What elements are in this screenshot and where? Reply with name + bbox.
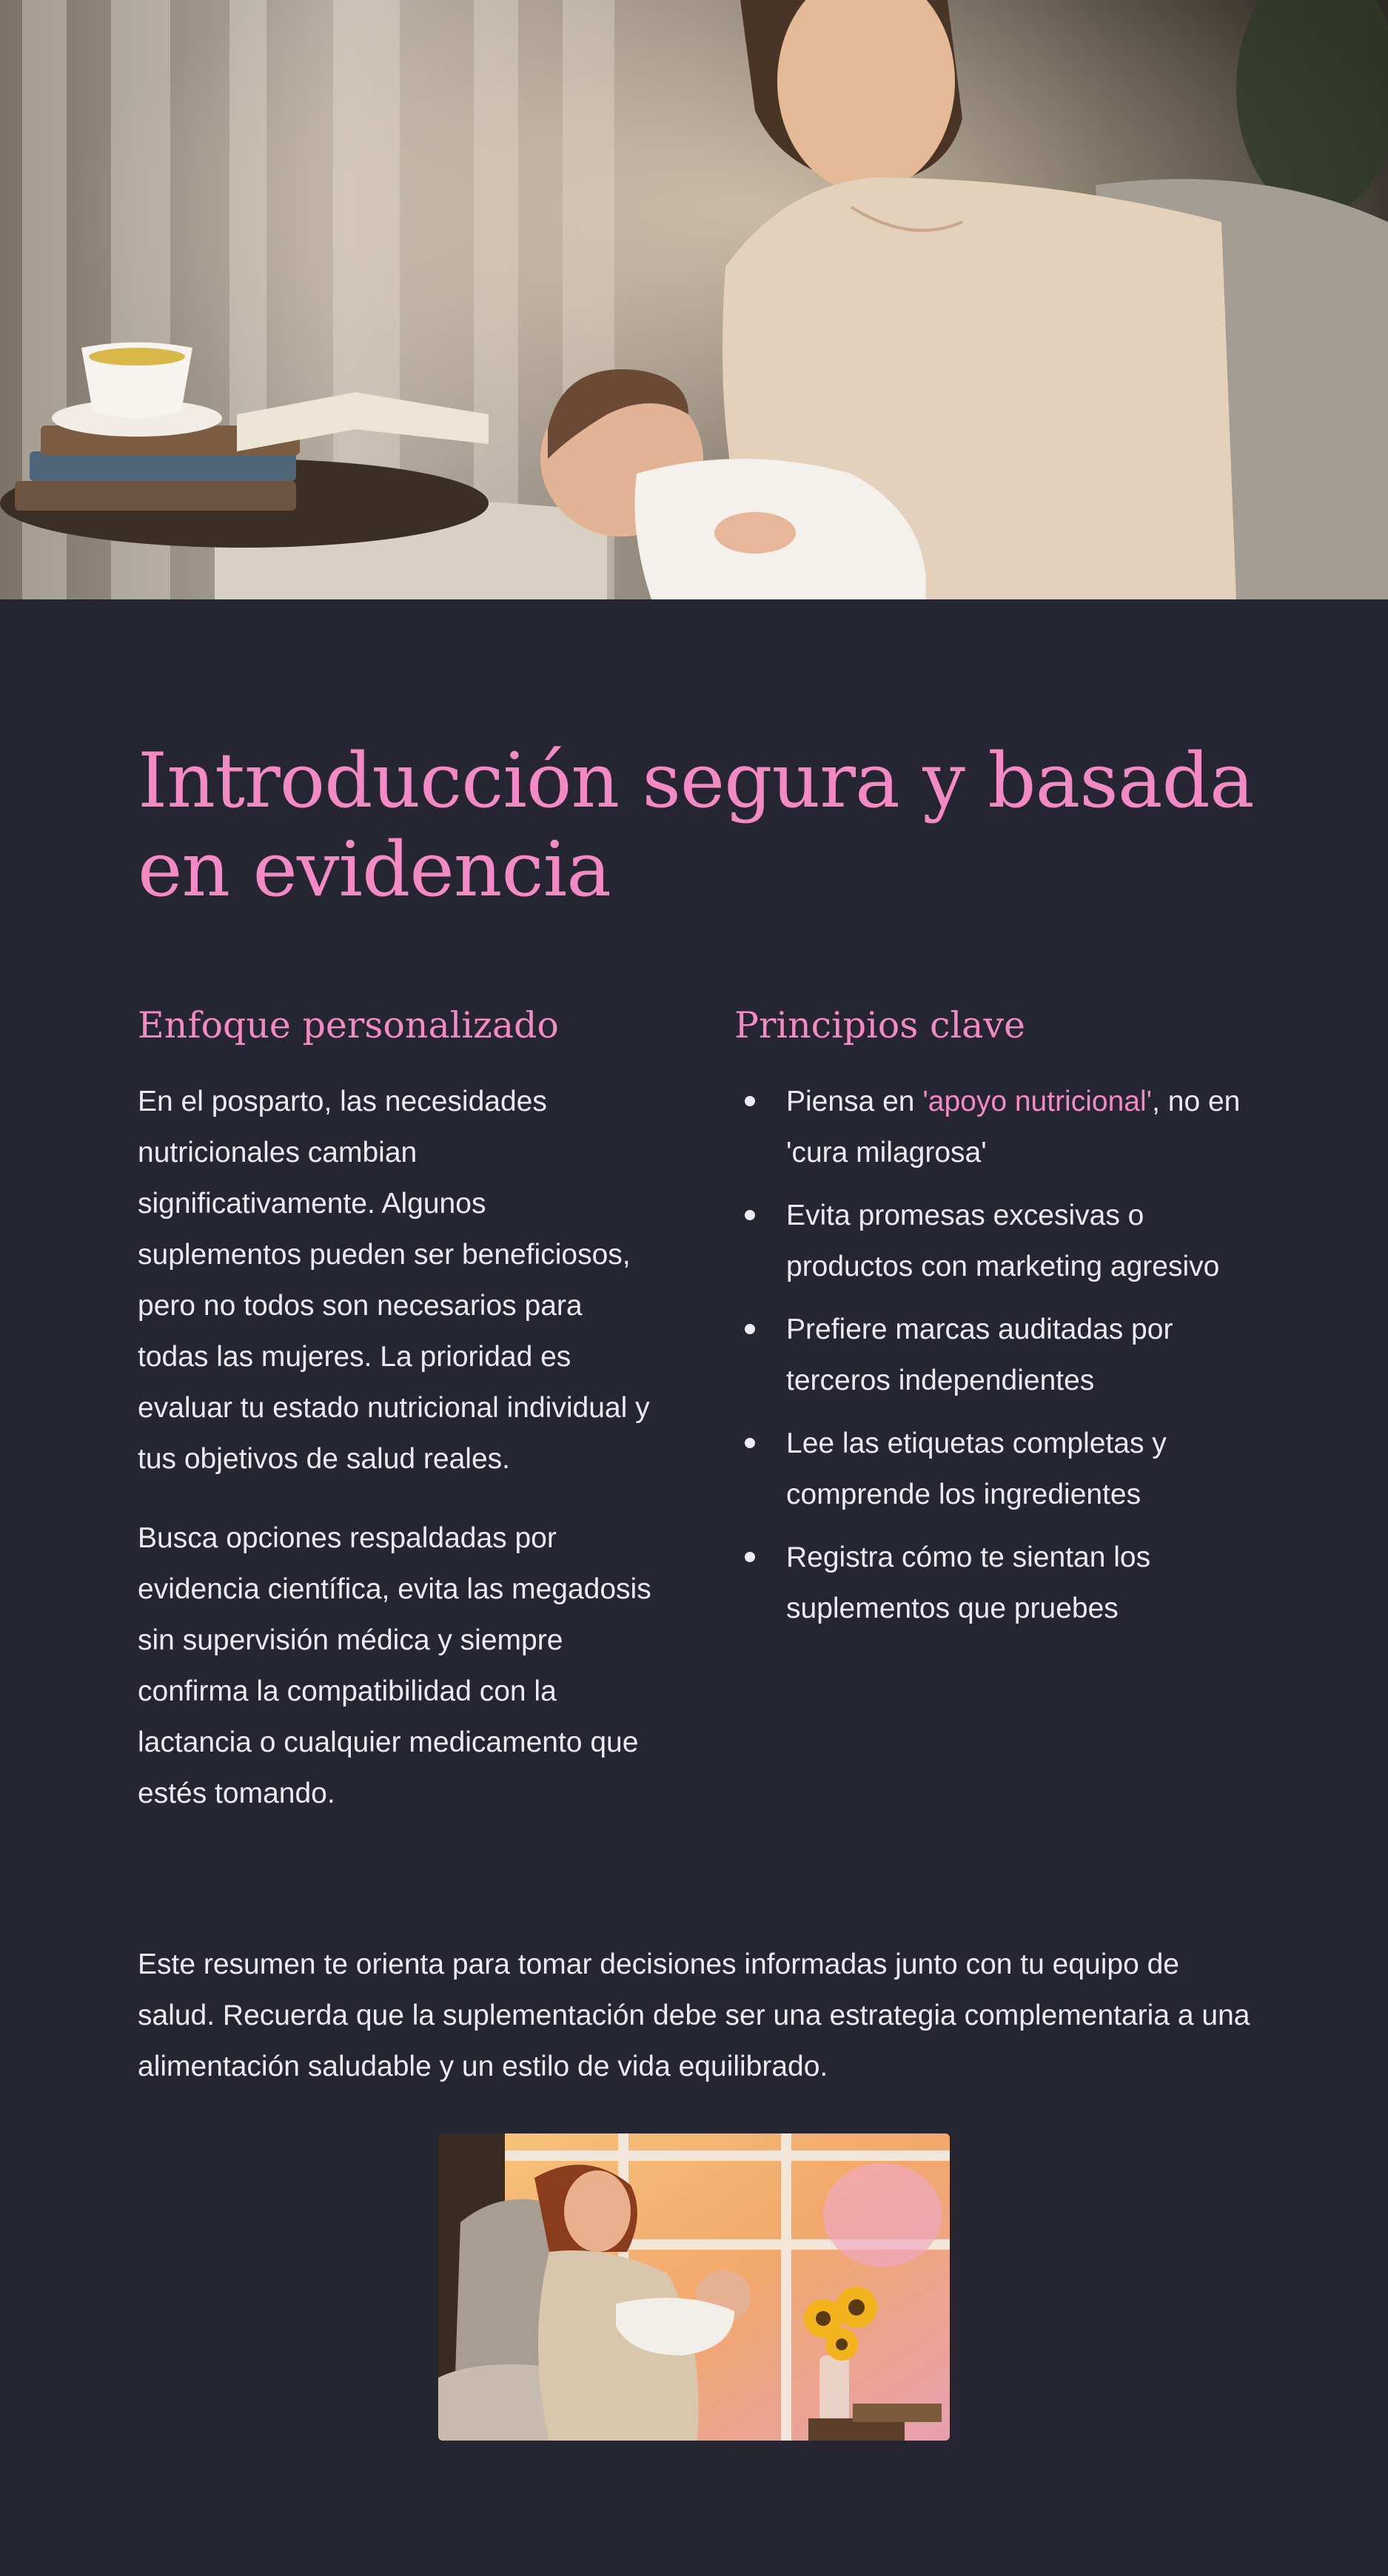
page-title: Introducción segura y basada en evidencia	[138, 737, 1254, 914]
highlighted-text: 'apoyo nutricional'	[922, 1086, 1153, 1117]
personalized-approach-section	[138, 999, 656, 1847]
item-text: Registra cómo te sientan los suplementos que pruebes	[786, 1541, 1151, 1624]
bullet-icon	[745, 1096, 755, 1106]
list-item	[734, 1304, 1267, 1406]
list-item	[734, 1076, 1267, 1178]
bottom-image	[438, 2133, 950, 2441]
list-item	[734, 1418, 1267, 1520]
key-principles-section	[734, 999, 1267, 1646]
section-heading: Enfoque personalizado	[138, 1004, 559, 1046]
principles-list	[734, 1076, 1267, 1634]
item-text: Prefiere marcas auditadas por terceros independientes	[786, 1314, 1173, 1396]
item-text: Lee las etiquetas completas y comprende los ingredientes	[786, 1427, 1167, 1510]
item-text: Evita promesas excesivas o productos con marketing agresivo	[786, 1200, 1220, 1282]
hero-image	[0, 0, 1388, 599]
summary-paragraph: Este resumen te orienta para tomar decisiones informadas junto con tu equipo de salud. Recuerda que la suplementación debe ser una estrategia complementaria a una alimentación saludable y un estilo de vida equilibrado.	[138, 1948, 1250, 2082]
bullet-icon	[745, 1324, 755, 1334]
bullet-icon	[745, 1552, 755, 1562]
list-item	[734, 1190, 1267, 1292]
paragraph: Busca opciones respaldadas por evidencia científica, evita las megadosis sin supervisión médica y siempre confirma la compatibilidad con la lactancia o cualquier medicamento que estés tomando.	[138, 1522, 651, 1809]
mother-nursing-by-window-photo-icon	[438, 2133, 950, 2441]
mother-nursing-baby-photo-icon	[0, 0, 1388, 599]
bullet-icon	[745, 1438, 755, 1448]
section-heading: Principios clave	[734, 1004, 1026, 1046]
bullet-icon	[745, 1210, 755, 1220]
item-text-suffix: , no en 'cura milagrosa'	[786, 1086, 1241, 1168]
paragraph: En el posparto, las necesidades nutricionales cambian significativamente. Algunos suplementos pueden ser beneficiosos, pero no todos son necesarios para todas las mujeres. La prioridad es evaluar tu estado nutricional individual y tus objetivos de salud reales.	[138, 1086, 650, 1475]
list-item	[734, 1532, 1267, 1634]
item-text-prefix: Piensa en	[786, 1086, 923, 1117]
